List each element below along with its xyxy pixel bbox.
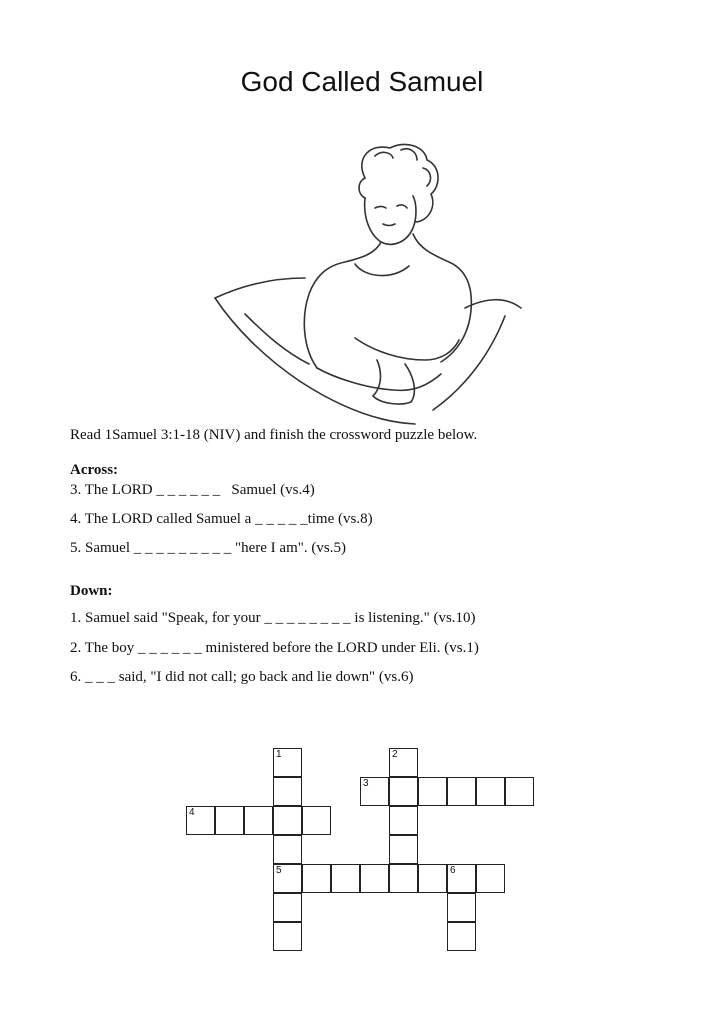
crossword-cell[interactable]	[389, 806, 418, 835]
crossword-cell[interactable]	[273, 835, 302, 864]
down-clue-1: 1. Samuel said "Speak, for your _ _ _ _ _ _ _ _ is listening." (vs.10)	[70, 610, 476, 626]
crossword-cell[interactable]	[447, 777, 476, 806]
clue-number: 1	[276, 749, 282, 760]
across-clue-5: 5. Samuel _ _ _ _ _ _ _ _ _ "here I am". (vs.5)	[70, 540, 346, 556]
across-clue-3: 3. The LORD _ _ _ _ _ _ Samuel (vs.4)	[70, 482, 315, 498]
crossword-cell[interactable]	[273, 864, 302, 893]
crossword-cell[interactable]	[186, 806, 215, 835]
crossword-cell[interactable]	[505, 777, 534, 806]
clue-number: 5	[276, 865, 282, 876]
crossword-cell[interactable]	[302, 864, 331, 893]
crossword-cell[interactable]	[215, 806, 244, 835]
crossword-cell[interactable]	[476, 864, 505, 893]
crossword-cell[interactable]	[360, 777, 389, 806]
crossword-cell[interactable]	[447, 893, 476, 922]
crossword-cell[interactable]	[418, 864, 447, 893]
crossword-cell[interactable]	[447, 864, 476, 893]
clue-number: 6	[450, 865, 456, 876]
crossword-cell[interactable]	[389, 835, 418, 864]
crossword-cell[interactable]	[302, 806, 331, 835]
crossword-cell[interactable]	[273, 777, 302, 806]
crossword-cell[interactable]	[273, 893, 302, 922]
crossword-cell[interactable]	[273, 748, 302, 777]
crossword-cell[interactable]	[389, 777, 418, 806]
across-heading: Across:	[70, 462, 119, 478]
down-clue-2: 2. The boy _ _ _ _ _ _ ministered before the LORD under Eli. (vs.1)	[70, 640, 479, 656]
clue-number: 4	[189, 807, 195, 818]
samuel-illustration	[205, 138, 525, 428]
crossword-cell[interactable]	[389, 864, 418, 893]
crossword-cell[interactable]	[273, 922, 302, 951]
crossword-cell[interactable]	[418, 777, 447, 806]
down-heading: Down:	[70, 583, 113, 599]
page-title: God Called Samuel	[240, 66, 484, 97]
crossword-cell[interactable]	[476, 777, 505, 806]
down-clue-6: 6. _ _ _ said, "I did not call; go back and lie down" (vs.6)	[70, 669, 414, 685]
crossword-cell[interactable]	[244, 806, 273, 835]
crossword-cell[interactable]	[360, 864, 389, 893]
crossword-cell[interactable]	[389, 748, 418, 777]
clue-number: 3	[363, 778, 369, 789]
crossword-cell[interactable]	[273, 806, 302, 835]
across-clue-4: 4. The LORD called Samuel a _ _ _ _ _time (vs.8)	[70, 511, 373, 527]
clue-number: 2	[392, 749, 398, 760]
crossword-cell[interactable]	[331, 864, 360, 893]
instructions: Read 1Samuel 3:1-18 (NIV) and finish the crossword puzzle below.	[70, 427, 478, 443]
crossword-cell[interactable]	[447, 922, 476, 951]
